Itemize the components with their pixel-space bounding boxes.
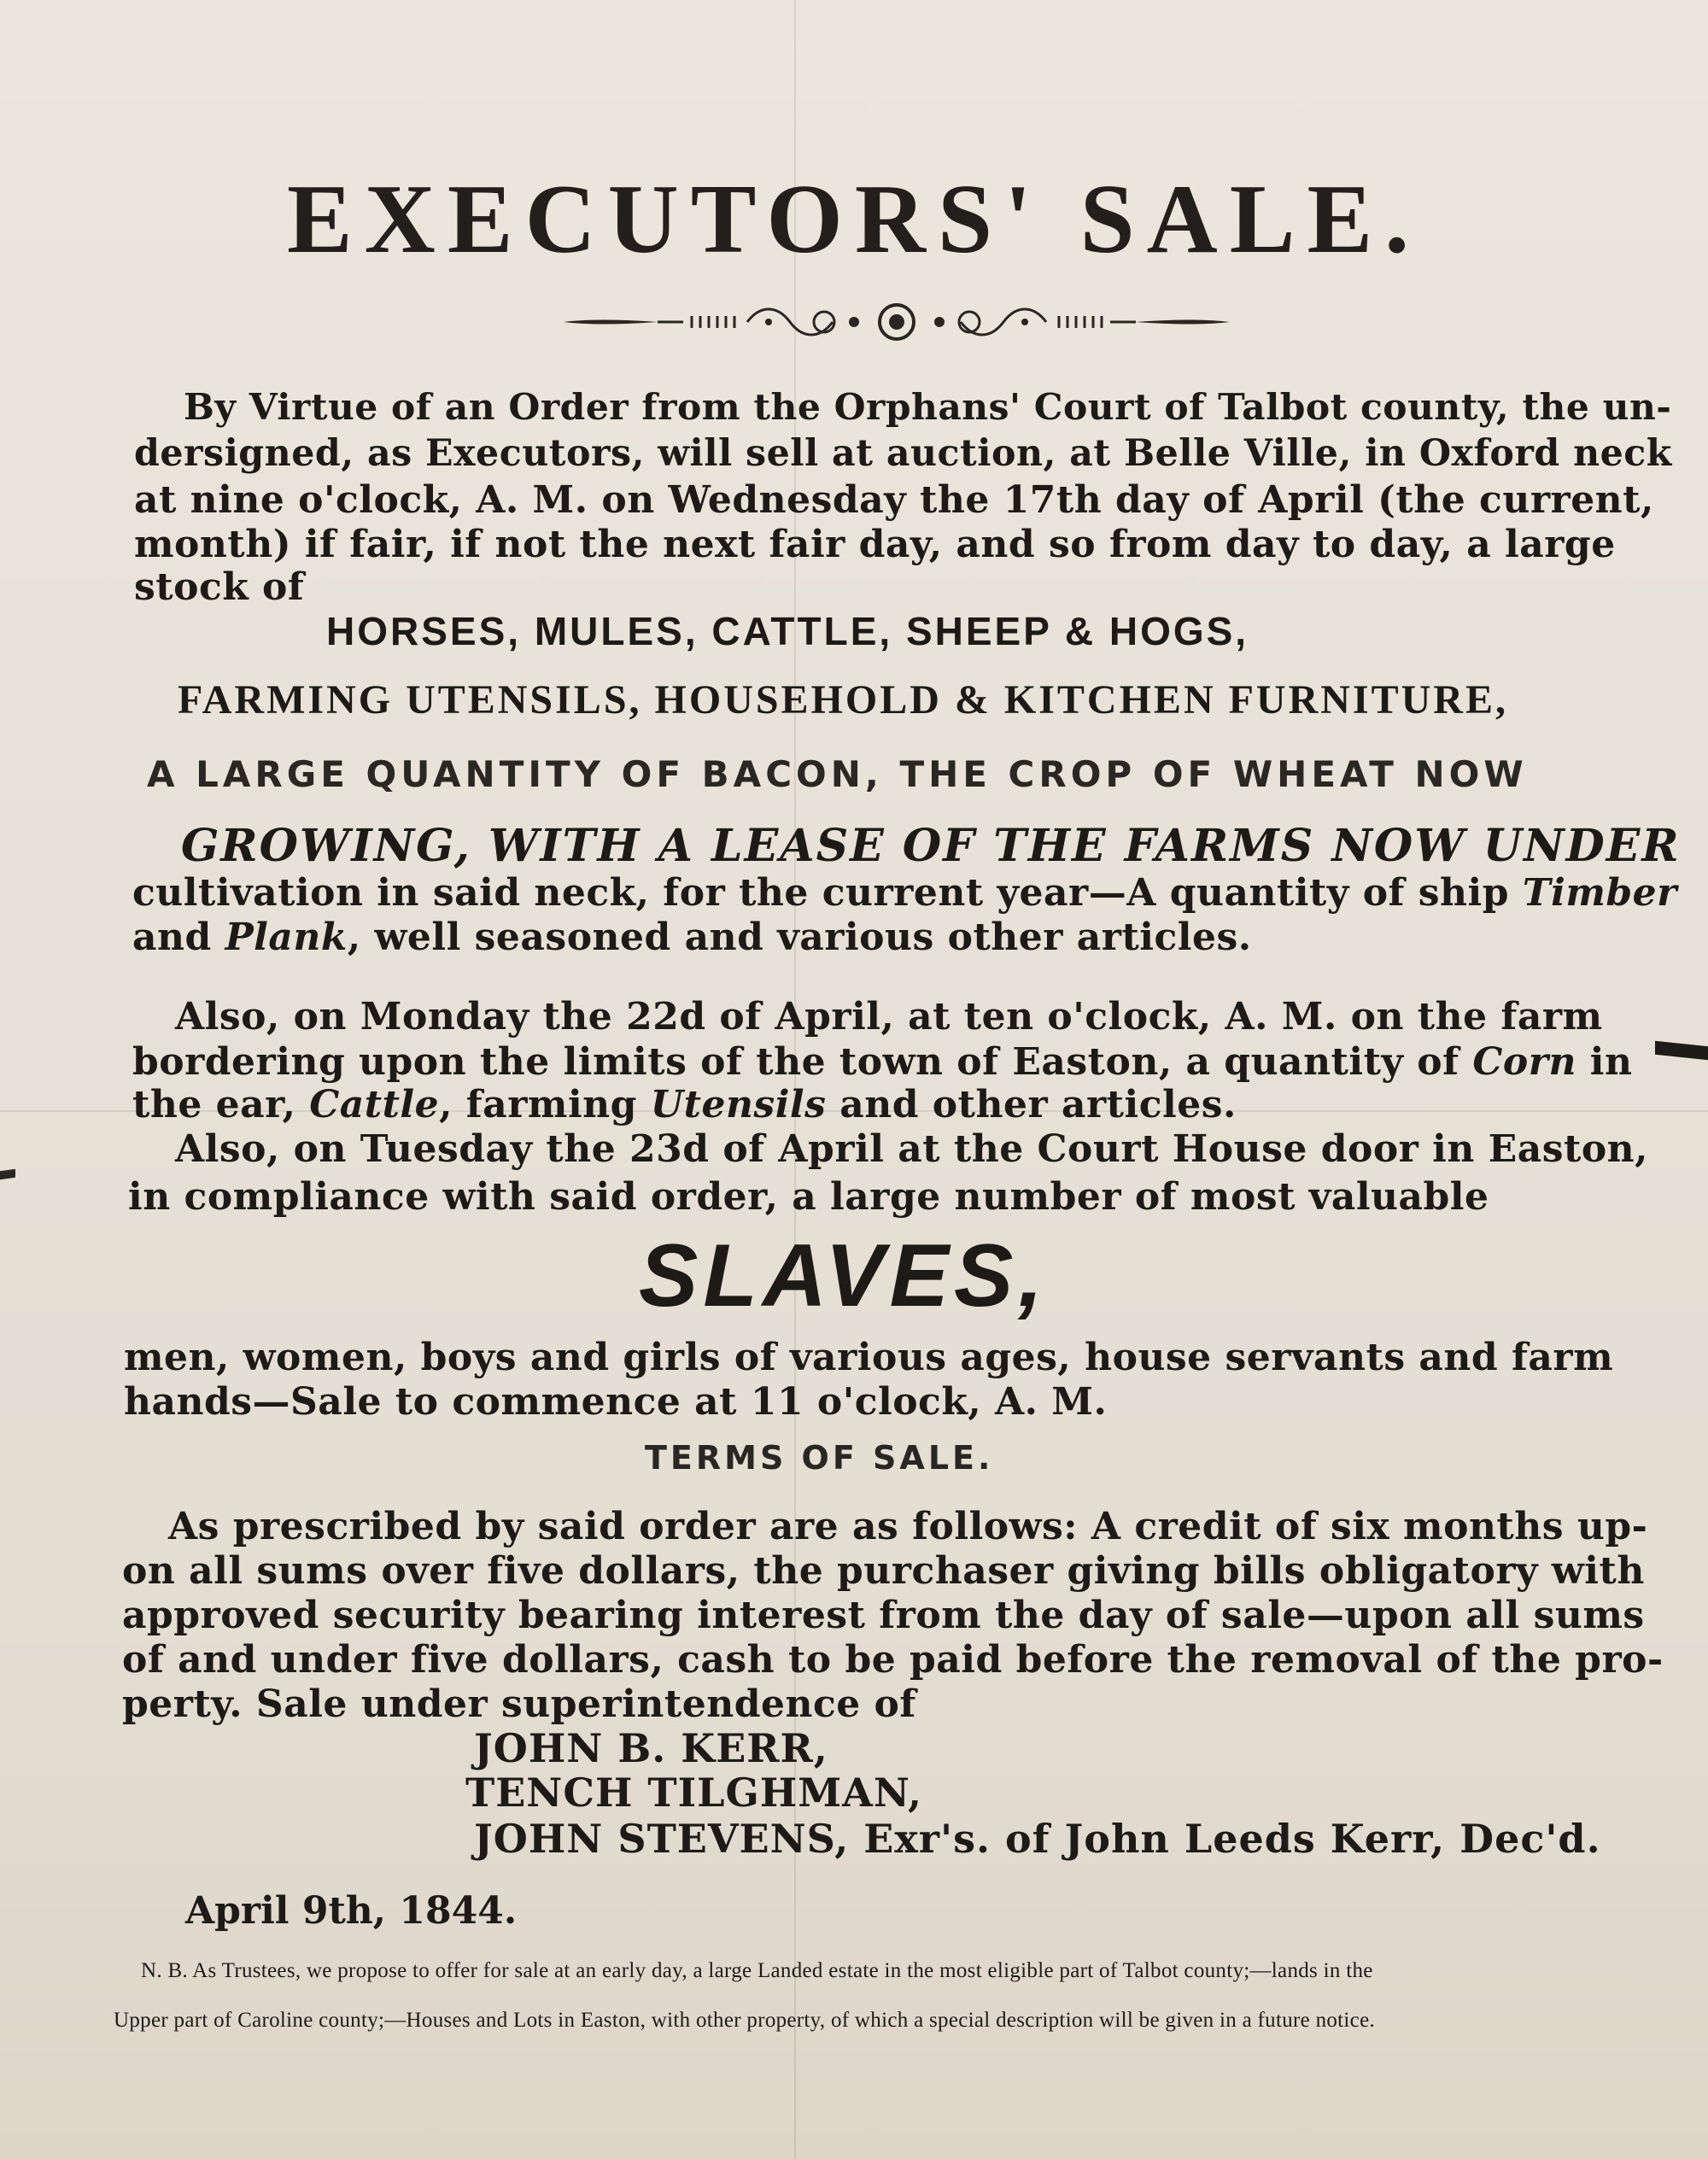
- terms-heading: TERMS OF SALE.: [645, 1439, 994, 1477]
- signer-tilghman: TENCH TILGHMAN,: [465, 1770, 922, 1816]
- items-growing: GROWING, WITH A LEASE OF THE FARMS NOW UNDER: [181, 820, 1681, 872]
- ornament-divider: [564, 301, 1230, 343]
- slaves-desc-line-1: men, women, boys and girls of various ages, house servants and farm: [124, 1336, 1614, 1379]
- terms-line-3: approved security bearing interest from the day of sale—upon all sums: [122, 1594, 1645, 1637]
- document-title: EXECUTORS' SALE.: [287, 164, 1421, 273]
- monday-line-3: [132, 1083, 1237, 1126]
- monday-l2-text: bordering upon the limits of the town of Easton, a quantity of: [132, 1040, 1473, 1084]
- intro-line-3: at nine o'clock, A. M. on Wednesday the 17th day of April (the current,: [134, 478, 1654, 522]
- items-furniture: FARMING UTENSILS, HOUSEHOLD & KITCHEN FURNITURE,: [178, 677, 1508, 723]
- tuesday-line-2: in compliance with said order, a large number of most valuable: [128, 1175, 1489, 1219]
- terms-line-1: As prescribed by said order are as follows: A credit of six months up-: [168, 1505, 1648, 1548]
- intro-line-2: dersigned, as Executors, will sell at auction, at Belle Ville, in Oxford neck: [134, 432, 1672, 475]
- cultivation-text: cultivation in said neck, for the current year—A quantity of ship: [132, 871, 1523, 915]
- items-bacon: A LARGE QUANTITY OF BACON, THE CROP OF WHEAT NOW: [147, 753, 1528, 795]
- items-livestock: HORSES, MULES, CATTLE, SHEEP & HOGS,: [326, 609, 1249, 653]
- paper-tear-left: [0, 1169, 15, 1180]
- terms-line-5: perty. Sale under superintendence of: [122, 1682, 916, 1726]
- nb-line-2: Upper part of Caroline county;—Houses and Lots in Easton, with other property, of which a special description will be given in a future notice.: [114, 2009, 1376, 2032]
- slaves-heading: SLAVES,: [639, 1226, 1049, 1325]
- items-plank-line: [132, 916, 1252, 959]
- intro-line-1: By Virtue of an Order from the Orphans' Court of Talbot county, the un-: [184, 386, 1672, 429]
- nb-line-1: N. B. As Trustees, we propose to offer for sale at an early day, a large Landed estate in the most eligible part of Talbot county;—lands in the: [141, 1959, 1373, 1982]
- intro-line-5: stock of: [134, 565, 305, 609]
- monday-line-2: [132, 1040, 1632, 1084]
- tuesday-line-1: Also, on Tuesday the 23d of April at the Court House door in Easton,: [175, 1127, 1648, 1171]
- cattle-word: Cattle: [309, 1083, 440, 1126]
- signer-stevens: JOHN STEVENS, Exr's. of John Leeds Kerr, Dec'd.: [474, 1816, 1601, 1862]
- monday-l3-text: the ear,: [132, 1083, 310, 1126]
- paper-tear-right: [1655, 1041, 1708, 1061]
- monday-l3-mid: , farming: [439, 1083, 651, 1126]
- plank-tail: , well seasoned and various other articles.: [347, 916, 1252, 959]
- terms-line-4: of and under five dollars, cash to be paid before the removal of the pro-: [122, 1638, 1664, 1682]
- monday-l3-tail: and other articles.: [826, 1083, 1237, 1126]
- signer-kerr: JOHN B. KERR,: [474, 1725, 828, 1771]
- corn-word: Corn: [1472, 1040, 1576, 1084]
- timber-word: Timber: [1522, 871, 1677, 915]
- plank-word: Plank: [225, 916, 348, 959]
- monday-l2-tail: in: [1576, 1040, 1633, 1084]
- utensils-word: Utensils: [650, 1083, 827, 1126]
- issue-date: April 9th, 1844.: [185, 1889, 518, 1933]
- items-cultivation-line: [132, 871, 1677, 915]
- monday-line-1: Also, on Monday the 22d of April, at ten o'clock, A. M. on the farm: [175, 995, 1603, 1039]
- and-word: and: [132, 916, 225, 959]
- slaves-desc-line-2: hands—Sale to commence at 11 o'clock, A. M.: [124, 1380, 1108, 1424]
- intro-line-4: month) if fair, if not the next fair day, and so from day to day, a large: [134, 523, 1616, 566]
- terms-line-2: on all sums over five dollars, the purchaser giving bills obligatory with: [122, 1549, 1645, 1593]
